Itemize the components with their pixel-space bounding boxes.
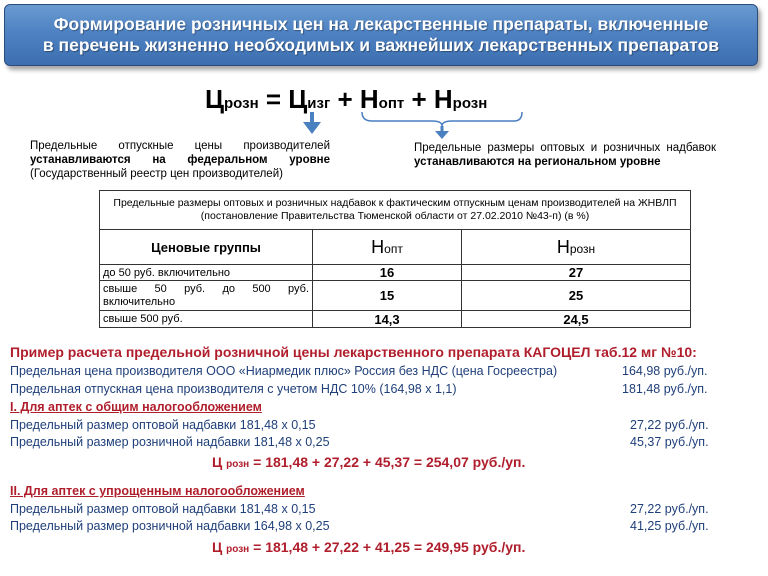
general-wholesale-value: 27,22 руб./уп. (630, 418, 709, 432)
row-retail: 25 (462, 281, 691, 311)
row-wholesale: 16 (313, 265, 462, 281)
simplified-wholesale-value: 27,22 руб./уп. (630, 502, 709, 516)
regional-note-a: Предельные размеры оптовых и розничных надбавок (414, 142, 716, 154)
result-general-sub: розн (226, 459, 250, 470)
result-general (212, 454, 525, 470)
formula-retail-markup-sub: розн (452, 95, 488, 112)
example-line-1: Предельная цена производителя ООО «Ниармедик плюс» Россия без НДС (цена Госреестра) (10, 364, 558, 378)
simplified-retail-value: 41,25 руб./уп. (630, 519, 709, 533)
result-general-main: Ц (212, 454, 227, 470)
markup-table (99, 190, 691, 328)
title-line-2: в перечень жизненно необходимых и важнейших лекарственных препаратов (42, 35, 720, 55)
table-row (100, 311, 691, 328)
example-title: Пример расчета предельной розничной цены лекарственного препарата КАГОЦЕЛ таб.12 мг №10: (10, 344, 697, 360)
col-retail-main: Н (556, 236, 570, 257)
row-wholesale: 14,3 (313, 311, 462, 328)
col-retail (462, 230, 691, 265)
row-group: свыше 50 руб. до 500 руб. включительно (100, 281, 313, 311)
formula-plus-2: + (404, 84, 434, 114)
formula-plus: + (330, 84, 360, 114)
example-line-1-value: 164,98 руб./уп. (622, 364, 708, 378)
general-wholesale-line: Предельный размер оптовой надбавки 181,48 х 0,15 (10, 418, 316, 432)
result-simplified-main: Ц (212, 539, 227, 555)
simplified-wholesale-line: Предельный размер оптовой надбавки 181,48 х 0,15 (10, 502, 316, 516)
federal-note-c: (Государственный реестр цен производителей) (30, 168, 283, 180)
federal-note (30, 139, 330, 181)
formula-retail-price: Ц (205, 84, 224, 114)
col-price-groups: Ценовые группы (100, 230, 313, 265)
formula-maker-price: Ц (288, 84, 308, 114)
general-retail-value: 45,37 руб./уп. (630, 435, 709, 449)
example-line-2-value: 181,48 руб./уп. (622, 382, 708, 396)
row-group: до 50 руб. включительно (100, 265, 313, 281)
row-group: свыше 500 руб. (100, 311, 313, 328)
title-line-1: Формирование розничных цен на лекарственные препараты, включенные (53, 14, 709, 34)
result-simplified-sub: розн (226, 544, 250, 555)
formula-equals: = (258, 84, 289, 114)
result-general-formula: = 181,48 + 27,22 + 45,37 = 254,07 руб./уп. (249, 454, 526, 470)
arrow-head-left (303, 122, 321, 134)
row-retail: 24,5 (462, 311, 691, 328)
brace-right (362, 112, 522, 126)
row-wholesale: 15 (313, 281, 462, 311)
row-retail: 27 (462, 265, 691, 281)
regional-note-b: устанавливаются на региональном уровне (414, 156, 661, 168)
result-simplified-formula: = 181,48 + 27,22 + 41,25 = 249,95 руб./уп. (249, 539, 526, 555)
col-wholesale-sub: опт (384, 241, 403, 256)
general-retail-line: Предельный размер розничной надбавки 181,48 х 0,25 (10, 435, 330, 449)
formula-wholesale-markup: Н (359, 84, 379, 114)
formula-wholesale-sub: опт (378, 95, 405, 112)
federal-note-b: устанавливаются на федеральном уровне (30, 154, 330, 166)
col-wholesale (313, 230, 462, 265)
formula-retail-markup: Н (433, 84, 453, 114)
section-simplified-tax: II. Для аптек с упрощенным налогообложением (10, 484, 305, 498)
formula-maker-sub: изг (307, 95, 331, 112)
table-row (100, 281, 691, 311)
table-caption: Предельные размеры оптовых и розничных надбавок к фактическим отпускным ценам производителей на ЖНВЛП (постановление Правительства Тюменской области от 27.02.2010 №43-п) (в %) (100, 191, 691, 230)
federal-note-a: Предельные отпускные цены производителей (30, 140, 330, 152)
example-line-2: Предельная отпускная цена производителя с учетом НДС 10% (164,98 х 1,1) (10, 382, 457, 396)
result-simplified (212, 539, 525, 555)
formula-retail-sub: розн (224, 95, 259, 112)
col-wholesale-main: Н (371, 236, 385, 257)
section-general-tax: I. Для аптек с общим налогообложением (10, 400, 262, 414)
simplified-retail-line: Предельный размер розничной надбавки 164,98 х 0,25 (10, 519, 330, 533)
table-row (100, 265, 691, 281)
col-retail-sub: розн (569, 241, 596, 256)
arrow-head-right (435, 131, 449, 139)
regional-note (414, 141, 716, 169)
